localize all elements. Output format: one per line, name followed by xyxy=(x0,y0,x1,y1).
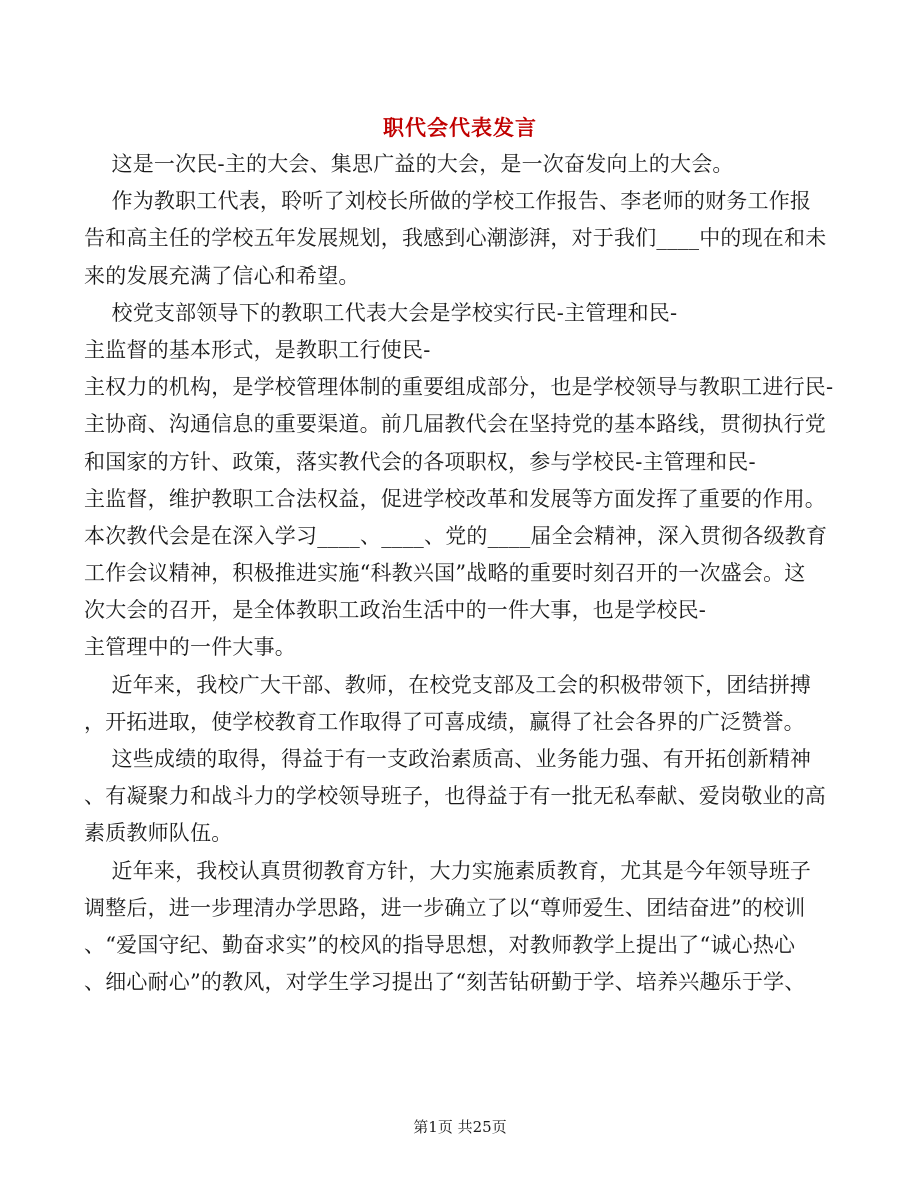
text-line: 来的发展充满了信心和希望。 xyxy=(84,263,360,288)
text-line: 和国家的方针、政策，落实教代会的各项职权，参与学校民-主管理和民- xyxy=(84,449,756,474)
body-text xyxy=(84,146,844,1001)
text-line: 主监督的基本形式，是教职工行使民- xyxy=(84,337,431,362)
text-line: 校党支部领导下的教职工代表大会是学校实行民-主管理和民- xyxy=(84,300,678,325)
text-line: 这些成绩的取得，得益于有一支政治素质高、业务能力强、有开拓创新精神 xyxy=(84,747,812,771)
text-line: 这是一次民-主的大会、集思广益的大会，是一次奋发向上的大会。 xyxy=(84,152,734,176)
text-line: 近年来，我校认真贯彻教育方针，大力实施素质教育，尤其是今年领导班子 xyxy=(84,858,812,883)
page-number-footer: 第1页 共25页 xyxy=(413,1118,507,1136)
page-title: 职代会代表发言 xyxy=(383,115,537,140)
text-line: 告和高主任的学校五年发展规划，我感到心潮澎湃，对于我们____中的现在和未 xyxy=(84,226,827,251)
text-line: 素质教师队伍。 xyxy=(84,821,233,846)
text-line: 作为教职工代表，聆听了刘校长所做的学校工作报告、李老师的财务工作报 xyxy=(84,189,812,214)
text-line: 主监督，维护教职工合法权益，促进学校改革和发展等方面发挥了重要的作用。 xyxy=(84,486,826,511)
text-line: 主管理中的一件大事。 xyxy=(84,635,296,660)
text-line: 本次教代会是在深入学习____、____、党的____届全会精神，深入贯彻各级教育 xyxy=(84,523,828,548)
text-line: 、细心耐心”的教风，对学生学习提出了“刻苦钻研勤于学、培养兴趣乐于学、 xyxy=(84,970,806,995)
text-line: 主协商、沟通信息的重要渠道。前几届教代会在坚持党的基本路线，贯彻执行党 xyxy=(84,412,826,437)
text-line: 近年来，我校广大干部、教师，在校党支部及工会的积极带领下，团结拼搏 xyxy=(84,672,812,697)
text-line: 工作会议精神，积极推进实施“科教兴国”战略的重要时刻召开的一次盛会。这 xyxy=(84,561,806,586)
text-line: 主权力的机构，是学校管理体制的重要组成部分，也是学校领导与教职工进行民- xyxy=(84,375,834,400)
text-line: 次大会的召开，是全体教职工政治生活中的一件大事，也是学校民- xyxy=(84,598,707,623)
text-line: 调整后，进一步理清办学思路，进一步确立了以“尊师爱生、团结奋进”的校训 xyxy=(84,895,806,920)
text-line: ，开拓进取，使学校教育工作取得了可喜成绩，赢得了社会各界的广泛赞誉。 xyxy=(84,709,805,734)
text-line: 、有凝聚力和战斗力的学校领导班子，也得益于有一批无私奉献、爱岗敬业的高 xyxy=(84,784,826,809)
text-line: 、“爱国守纪、勤奋求实”的校风的指导思想，对教师教学上提出了“诚心热心 xyxy=(84,932,796,957)
